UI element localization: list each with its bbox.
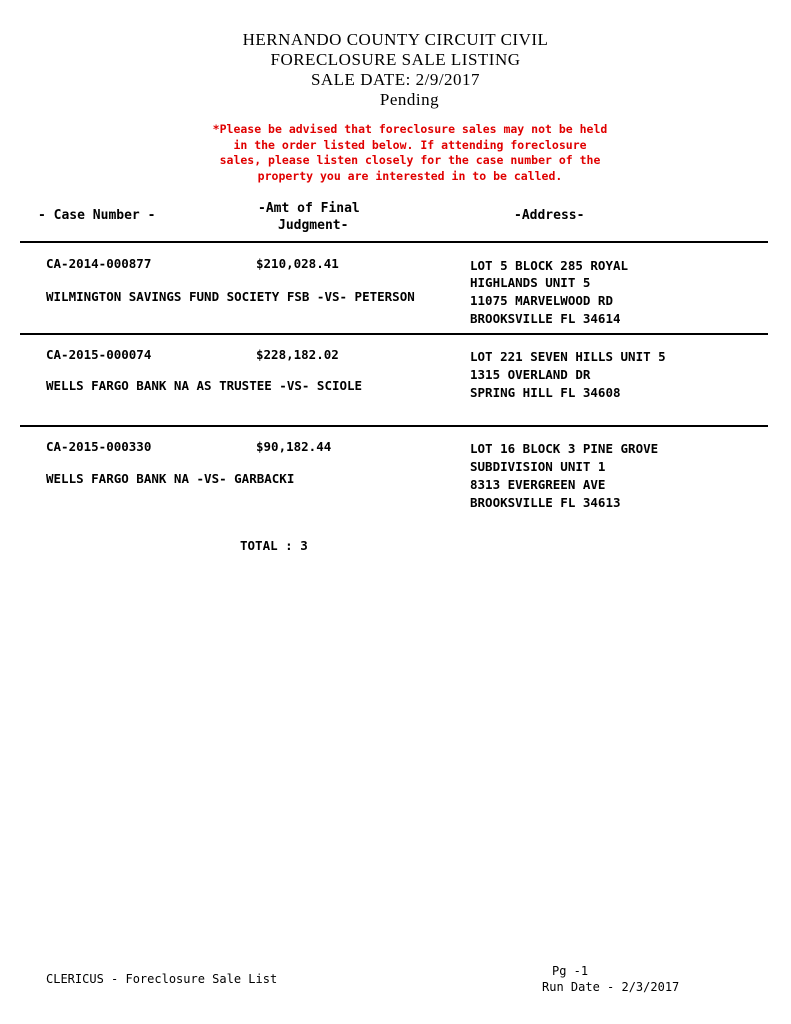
report-header	[0, 30, 791, 110]
address-line: LOT 16 BLOCK 3 PINE GROVE	[470, 441, 659, 456]
judgment-amount: $210,028.41	[256, 256, 339, 271]
address-line: LOT 221 SEVEN HILLS UNIT 5	[470, 349, 666, 364]
county-title: HERNANDO COUNTY CIRCUIT CIVIL	[242, 30, 549, 49]
address-line: LOT 5 BLOCK 285 ROYAL	[470, 258, 629, 273]
sale-date: SALE DATE: 2/9/2017	[310, 70, 481, 89]
judgment-amount: $228,182.02	[256, 347, 339, 362]
listing-title: FORECLOSURE SALE LISTING	[270, 50, 521, 69]
col-address: -Address-	[514, 208, 585, 223]
status-pending: Pending	[379, 90, 440, 109]
judgment-amount: $90,182.44	[256, 439, 332, 454]
footer-report-name: CLERICUS - Foreclosure Sale List	[46, 972, 278, 986]
total-count: TOTAL : 3	[240, 538, 308, 553]
col-amount-line1: -Amt of Final	[258, 201, 360, 216]
advisory-notice	[180, 122, 640, 184]
address-line: SPRING HILL FL 34608	[470, 385, 621, 400]
case-number: CA-2015-000330	[46, 439, 152, 454]
notice-line: in the order listed below. If attending foreclosure	[233, 137, 587, 152]
notice-line: property you are interested in to be called.	[257, 168, 563, 183]
address-line: 1315 OVERLAND DR	[470, 367, 591, 382]
address-line: 11075 MARVELWOOD RD	[470, 293, 613, 308]
case-number: CA-2014-000877	[46, 256, 152, 271]
address-line: HIGHLANDS UNIT 5	[470, 275, 591, 290]
case-parties: WELLS FARGO BANK NA AS TRUSTEE -VS- SCIOLE	[46, 378, 363, 393]
case-number: CA-2015-000074	[46, 347, 152, 362]
address-line: SUBDIVISION UNIT 1	[470, 459, 606, 474]
header-rule	[20, 241, 768, 243]
col-amount-line2: Judgment-	[278, 218, 349, 233]
case-parties: WELLS FARGO BANK NA -VS- GARBACKI	[46, 471, 295, 486]
case-parties: WILMINGTON SAVINGS FUND SOCIETY FSB -VS- PETERSON	[46, 289, 415, 304]
notice-line: sales, please listen closely for the case number of the	[219, 153, 601, 167]
footer-page-number: Pg -1	[552, 964, 589, 978]
address-line: BROOKSVILLE FL 34613	[470, 495, 621, 510]
col-case-number: - Case Number -	[38, 208, 156, 223]
address-line: 8313 EVERGREEN AVE	[470, 477, 606, 492]
footer-run-date: Run Date - 2/3/2017	[542, 980, 680, 994]
notice-line: *Please be advised that foreclosure sales may not be held	[212, 122, 608, 136]
address-line: BROOKSVILLE FL 34614	[470, 311, 621, 326]
row-divider	[20, 425, 768, 427]
row-divider	[20, 333, 768, 335]
